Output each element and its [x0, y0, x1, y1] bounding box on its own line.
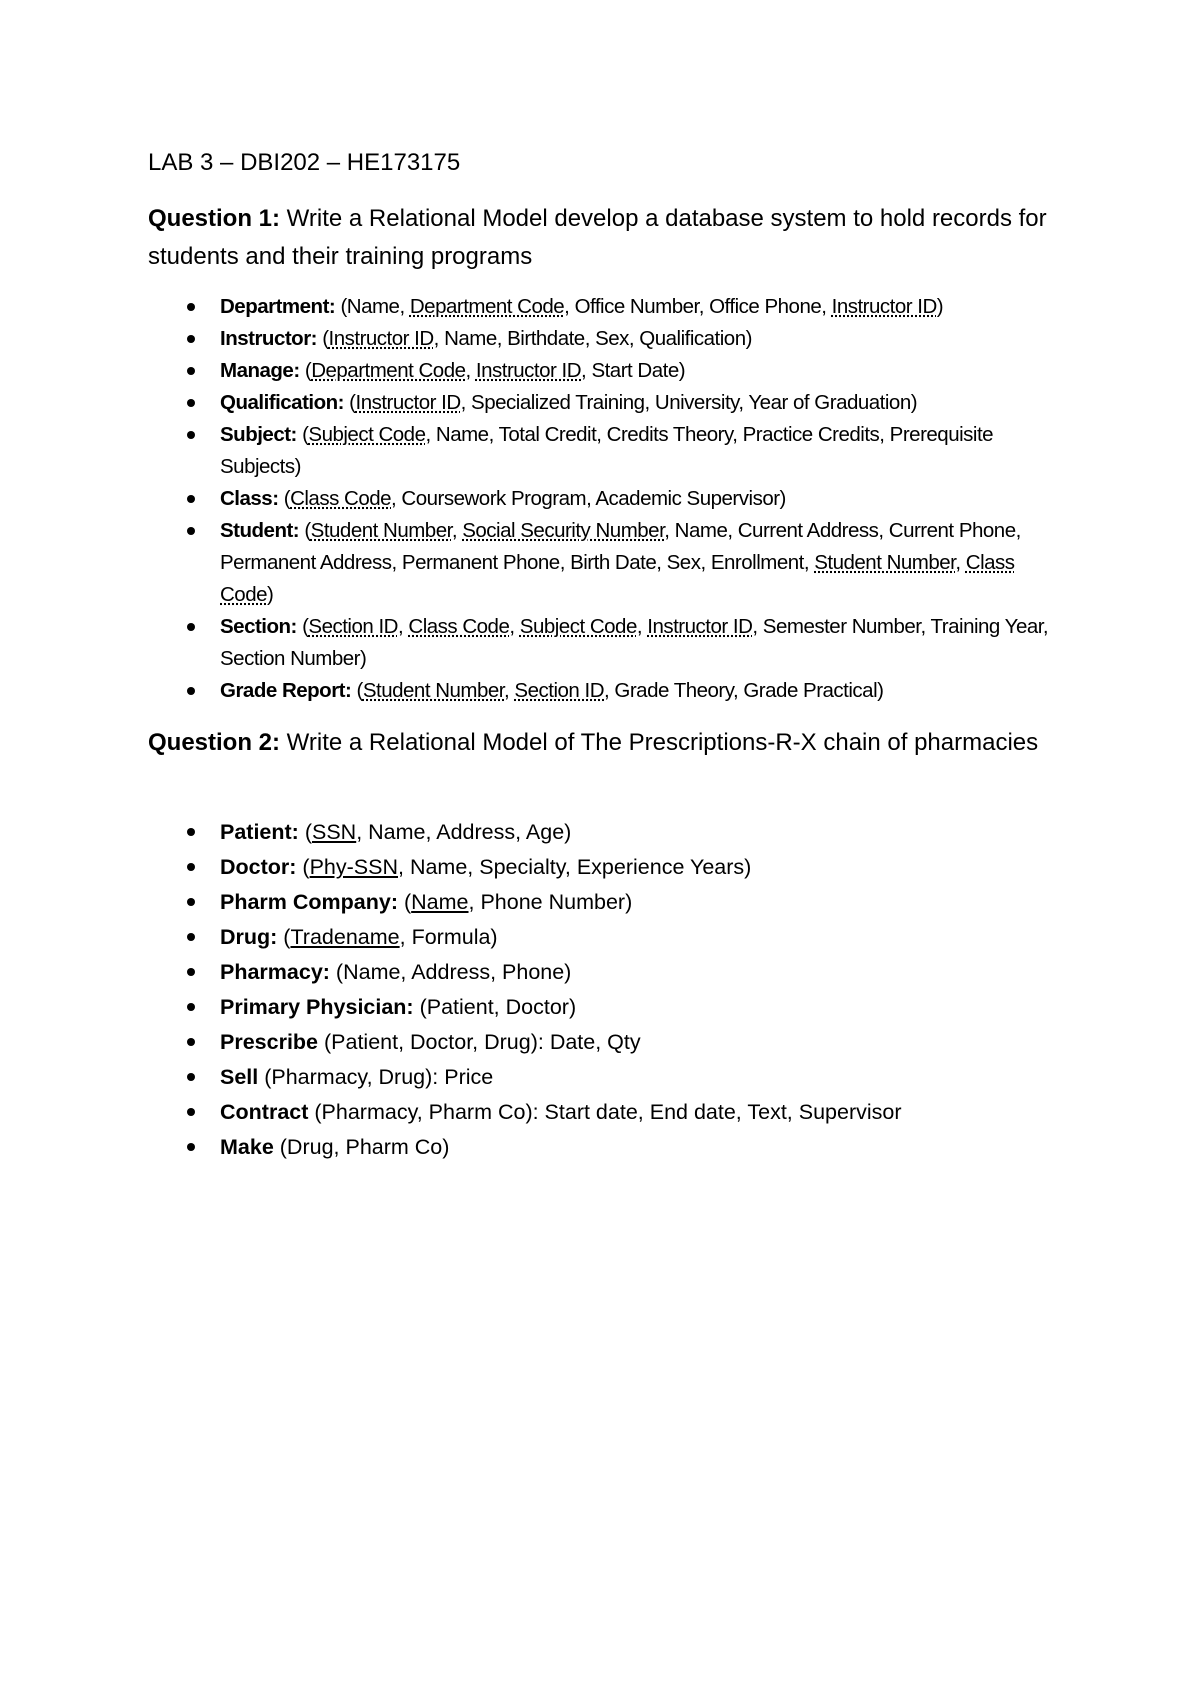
entity-name: Department:	[220, 295, 336, 318]
entity-name: Instructor:	[220, 327, 317, 350]
key-attribute: Social Security Number	[462, 519, 665, 542]
entity-name: Section:	[220, 615, 297, 638]
attribute-text: ,	[955, 551, 966, 574]
key-attribute: Student Number	[362, 679, 505, 702]
attribute-text: )	[936, 295, 944, 318]
question-1-prompt	[148, 200, 1048, 276]
bullet-icon	[187, 1003, 195, 1011]
entity-name: Contract	[220, 1100, 309, 1124]
attribute-text: , Start Date)	[581, 359, 686, 382]
attribute-text: (	[296, 855, 310, 879]
bullet-icon	[187, 527, 195, 535]
key-attribute: Student Number	[310, 519, 452, 542]
attribute-text: (Pharmacy, Pharm Co): Start date, End date, Text, Supervisor	[308, 1100, 902, 1124]
attribute-text: (	[278, 487, 291, 510]
list-item	[0, 483, 1060, 515]
entity-name: Patient:	[220, 820, 299, 844]
key-attribute: Class Code	[290, 487, 392, 510]
entity-name: Drug:	[220, 925, 278, 949]
entity-name: Pharm Company:	[220, 890, 399, 914]
bullet-icon	[187, 863, 195, 871]
attribute-text: (	[351, 679, 363, 702]
list-item	[0, 1060, 1060, 1095]
key-attribute: Subject Code	[308, 423, 426, 446]
bullet-icon	[187, 968, 195, 976]
list-item	[0, 920, 1060, 955]
attribute-text: , Office Number, Office Phone,	[564, 295, 832, 318]
attribute-text: ,	[451, 519, 463, 542]
key-attribute: Name	[411, 890, 469, 914]
key-attribute: Section ID	[514, 679, 604, 702]
bullet-icon	[187, 335, 195, 343]
key-attribute: Department Code	[311, 359, 466, 382]
attribute-text: ,	[465, 359, 476, 382]
entity-name: Prescribe	[220, 1030, 319, 1054]
bullet-icon	[187, 495, 195, 503]
list-item	[0, 1025, 1060, 1060]
list-item	[0, 515, 1060, 611]
attribute-text: , Grade Theory, Grade Practical)	[604, 679, 884, 702]
attribute-text: , Name, Specialty, Experience Years)	[398, 855, 752, 879]
attribute-text: (	[296, 423, 309, 446]
list-item	[0, 611, 1060, 675]
key-attribute: Class Code	[220, 551, 1015, 606]
entity-name: Sell	[220, 1065, 259, 1089]
bullet-icon	[187, 933, 195, 941]
list-item	[0, 850, 1060, 885]
key-attribute: Instructor ID	[831, 295, 937, 318]
key-attribute: Phy-SSN	[309, 855, 398, 879]
bullet-icon	[187, 1073, 195, 1081]
key-attribute: Instructor ID	[355, 391, 461, 414]
key-attribute: Subject Code	[519, 615, 637, 638]
attribute-text: ,	[636, 615, 648, 638]
list-item	[0, 675, 1060, 707]
attribute-text: (Drug, Pharm Co)	[273, 1135, 450, 1159]
question-1-label: Question 1:	[148, 205, 281, 232]
bullet-icon	[187, 399, 195, 407]
key-attribute: Instructor ID	[647, 615, 753, 638]
attribute-text: (	[317, 327, 329, 350]
document-title: LAB 3 – DBI202 – HE173175	[148, 149, 461, 176]
question-1-entity-list	[0, 291, 1100, 707]
key-attribute: SSN	[311, 820, 357, 844]
attribute-text: )	[267, 583, 274, 606]
bullet-icon	[187, 1108, 195, 1116]
bullet-icon	[187, 303, 195, 311]
entity-name: Manage:	[220, 359, 300, 382]
attribute-text: (	[299, 359, 312, 382]
list-item	[0, 355, 1060, 387]
bullet-icon	[187, 1143, 195, 1151]
entity-name: Make	[220, 1135, 274, 1159]
attribute-text: , Name, Birthdate, Sex, Qualification)	[433, 327, 752, 350]
key-attribute: Department Code	[409, 295, 565, 318]
list-item	[0, 387, 1060, 419]
key-attribute: Student Number	[814, 551, 956, 574]
attribute-text: (	[343, 391, 356, 414]
list-item	[0, 323, 1060, 355]
attribute-text: (Name, Address, Phone)	[329, 960, 572, 984]
attribute-text: (	[298, 820, 312, 844]
list-item	[0, 815, 1060, 850]
entity-name: Subject:	[220, 423, 297, 446]
bullet-icon	[187, 367, 195, 375]
entity-name: Doctor:	[220, 855, 297, 879]
attribute-text: , Coursework Program, Academic Supervisor)	[391, 487, 786, 510]
list-item	[0, 990, 1060, 1025]
attribute-text: (Name,	[335, 295, 410, 318]
attribute-text: , Specialized Training, University, Year of Graduation)	[460, 391, 918, 414]
entity-name: Pharmacy:	[220, 960, 330, 984]
entity-name: Qualification:	[220, 391, 344, 414]
attribute-text: , Name, Current Address, Current Phone, Permanent Address, Permanent Phone, Birth Date, Sex, Enrollment,	[220, 519, 1021, 574]
list-item	[0, 419, 1060, 483]
question-1-text: Write a Relational Model develop a database system to hold records for students and their training programs	[148, 205, 1047, 270]
bullet-icon	[187, 431, 195, 439]
attribute-text: , Name, Total Credit, Credits Theory, Practice Credits, Prerequisite Subjects)	[220, 423, 994, 478]
question-2-entity-list	[0, 815, 1100, 1165]
entity-name: Primary Physician:	[220, 995, 414, 1019]
list-item	[0, 291, 1060, 323]
attribute-text: (	[296, 615, 309, 638]
bullet-icon	[187, 898, 195, 906]
bullet-icon	[187, 623, 195, 631]
question-2-text: Write a Relational Model of The Prescriptions-R-X chain of pharmacies	[280, 729, 1039, 756]
attribute-text: (	[398, 890, 412, 914]
attribute-text: (Pharmacy, Drug): Price	[258, 1065, 494, 1089]
bullet-icon	[187, 687, 195, 695]
attribute-text: , Formula)	[399, 925, 498, 949]
attribute-text: , Phone Number)	[468, 890, 633, 914]
key-attribute: Instructor ID	[328, 327, 434, 350]
question-2-prompt	[148, 724, 1048, 762]
bullet-icon	[187, 1038, 195, 1046]
entity-name: Grade Report:	[220, 679, 352, 702]
list-item	[0, 1095, 1060, 1130]
attribute-text: (	[299, 519, 311, 542]
bullet-icon	[187, 828, 195, 836]
key-attribute: Class Code	[408, 615, 510, 638]
list-item	[0, 885, 1060, 920]
attribute-text: (Patient, Doctor, Drug): Date, Qty	[318, 1030, 641, 1054]
attribute-text: (	[277, 925, 291, 949]
list-item	[0, 955, 1060, 990]
attribute-text: (Patient, Doctor)	[413, 995, 577, 1019]
question-2-label: Question 2:	[148, 729, 281, 756]
attribute-text: , Name, Address, Age)	[356, 820, 572, 844]
entity-name: Student:	[220, 519, 300, 542]
attribute-text: ,	[397, 615, 409, 638]
list-item	[0, 1130, 1060, 1165]
attribute-text: ,	[509, 615, 520, 638]
attribute-text: , Semester Number, Training Year, Section Number)	[220, 615, 1049, 670]
attribute-text: ,	[504, 679, 515, 702]
key-attribute: Section ID	[308, 615, 398, 638]
key-attribute: Instructor ID	[475, 359, 582, 382]
entity-name: Class:	[220, 487, 279, 510]
key-attribute: Tradename	[290, 925, 400, 949]
